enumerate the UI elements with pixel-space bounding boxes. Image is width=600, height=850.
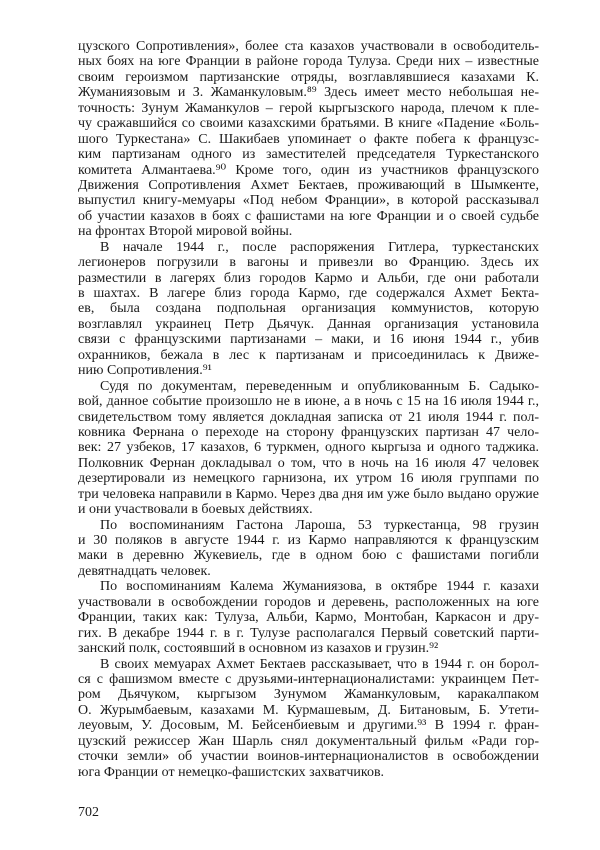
- text-line: Движения Сопротивления Ахмет Бектаев, проживающий в Шымкенте,: [78, 177, 539, 193]
- text-line: легионеров погрузили в вагоны и привезли во Францию. Здесь их: [78, 255, 539, 271]
- paragraph: [78, 657, 539, 781]
- text-line: свидетельством тому является докладная записка от 21 июля 1944 г. пол-: [78, 409, 539, 425]
- text-line: об участии казахов в боях с фашистами на юге Франции и о своей судьбе: [78, 208, 539, 224]
- text-line: По воспоминаниям Калема Жуманиязова, в октябре 1944 г. казахи: [100, 579, 539, 595]
- text-line: Судя по документам, переведенным и опубликованным Б. Садыко-: [100, 378, 539, 394]
- text-line: девятнадцать человек.: [78, 563, 211, 579]
- text-line: ром Дьячуком, кыргызом Зунумом Жаманкуловым, каракалпаком: [78, 687, 539, 703]
- text-line: выпустил книгу-мемуары «Под небом Франции», в которой рассказывал: [78, 193, 539, 209]
- text-line: возглавлял украинец Петр Дьячук. Данная организация установила: [78, 316, 539, 332]
- text-line: По воспоминаниям Гастона Лароша, 53 туркестанца, 98 грузин: [100, 517, 539, 533]
- text-line: нию Сопротивления.⁹¹: [78, 363, 212, 379]
- paragraph: [78, 379, 539, 518]
- text-line: в шахтах. В лагере близ города Кармо, где содержался Ахмет Бекта-: [78, 286, 539, 301]
- text-line: цузский режиссер Жан Шарль снял документальный фильм «Ради гор-: [78, 733, 539, 749]
- page-number: 702: [78, 805, 99, 820]
- text-line: три человека направили в Кармо. Через два дня им уже было выдано оружие: [78, 486, 539, 502]
- text-line: маки в деревню Жукевиель, где в одном бою с фашистами погибли: [78, 548, 539, 564]
- text-line: связи с французскими партизанами – маки, и 16 июня 1944 г., убив: [78, 332, 539, 348]
- paragraph: [78, 39, 539, 240]
- text-line: участвовали в освобождении городов и деревень, расположенных на юге: [78, 594, 539, 610]
- text-line: ким партизанам одного из заместителей председателя Туркестанского: [78, 147, 539, 163]
- text-line: цузского Сопротивления», более ста казахов участвовали в освободитель-: [78, 39, 539, 54]
- text-line: и они участвовали в боевых действиях.: [78, 502, 313, 518]
- text-line: Полковник Фернан докладывал о том, что в ночь на 16 июля 47 человек: [78, 455, 539, 471]
- text-line: охранников, бежала в лес к партизанам и присоединилась к Движе-: [78, 347, 539, 363]
- body-text: [78, 39, 539, 780]
- text-line: ся с фашизмом вместе с друзьями-интернационалистами: украинцем Пет-: [78, 671, 539, 687]
- paragraph: [78, 518, 539, 580]
- text-line: чу сражавшийся со своими казахскими братьями. В книге «Падение «Боль-: [78, 116, 539, 132]
- text-line: дезертировали из немецкого гарнизона, их утром 16 июля группами по: [78, 471, 539, 487]
- text-line: О. Журымбаевым, казахами М. Курмашевым, Д. Битановым, Б. Утети-: [78, 702, 539, 718]
- text-line: шого Туркестана» С. Шакибаев упоминает о факте побега к французс-: [78, 131, 539, 147]
- text-line: гих. В декабре 1944 г. в г. Тулузе располагался Первый советский парти-: [78, 625, 539, 641]
- text-line: и 30 поляков в августе 1944 г. из Кармо направляются к французским: [78, 533, 539, 548]
- text-line: вой, данное событие произошло не в июне, а в ночь с 15 на 16 июля 1944 г.,: [78, 394, 539, 410]
- paragraph: [78, 579, 539, 656]
- text-line: точность: Зунум Жаманкулов – герой кыргызского народа, плечом к пле-: [78, 100, 539, 116]
- text-line: Жуманиязовым и З. Жаманкуловым.⁸⁹ Здесь имеет место небольшая не-: [78, 85, 539, 101]
- text-line: Франции, таких как: Тулуза, Альби, Кармо, Монтобан, Каркасон и дру-: [78, 610, 539, 626]
- text-line: век: 27 узбеков, 17 казахов, 6 туркмен, одного кыргыза и одного таджика.: [78, 440, 539, 456]
- text-line: комитета Алмантаева.⁹⁰ Кроме того, один из участников французского: [78, 162, 539, 178]
- text-line: своим героизмом партизанские отряды, возглавлявшиеся казахами К.: [78, 69, 539, 85]
- text-line: на фронтах Второй мировой войны.: [78, 224, 293, 240]
- text-line: ев, была создана подпольная организация коммунистов, которую: [78, 301, 539, 317]
- text-line: В своих мемуарах Ахмет Бектаев рассказывает, что в 1944 г. он борол-: [100, 656, 539, 672]
- paragraph: [78, 240, 539, 379]
- text-line: В начале 1944 г., после распоряжения Гитлера, туркестанских: [100, 239, 539, 255]
- text-line: занский полк, состоявший в основном из казахов и грузин.⁹²: [78, 641, 439, 657]
- text-line: леуовым, У. Досовым, М. Бейсенбиевым и другими.⁹³ В 1994 г. фран-: [78, 718, 539, 734]
- text-line: юга Франции от немецко-фашистских захватчиков.: [78, 764, 385, 780]
- text-line: ковника Фернана о переходе на сторону французских партизан 47 чело-: [78, 424, 539, 440]
- text-line: ных боях на юге Франции в районе города Тулуза. Среди них – известные: [78, 54, 539, 70]
- text-line: сточки земли» об участии воинов-интернационалистов в освобождении: [78, 749, 539, 765]
- text-line: разместили в лагерях близ городов Кармо и Альби, где они работали: [78, 270, 539, 286]
